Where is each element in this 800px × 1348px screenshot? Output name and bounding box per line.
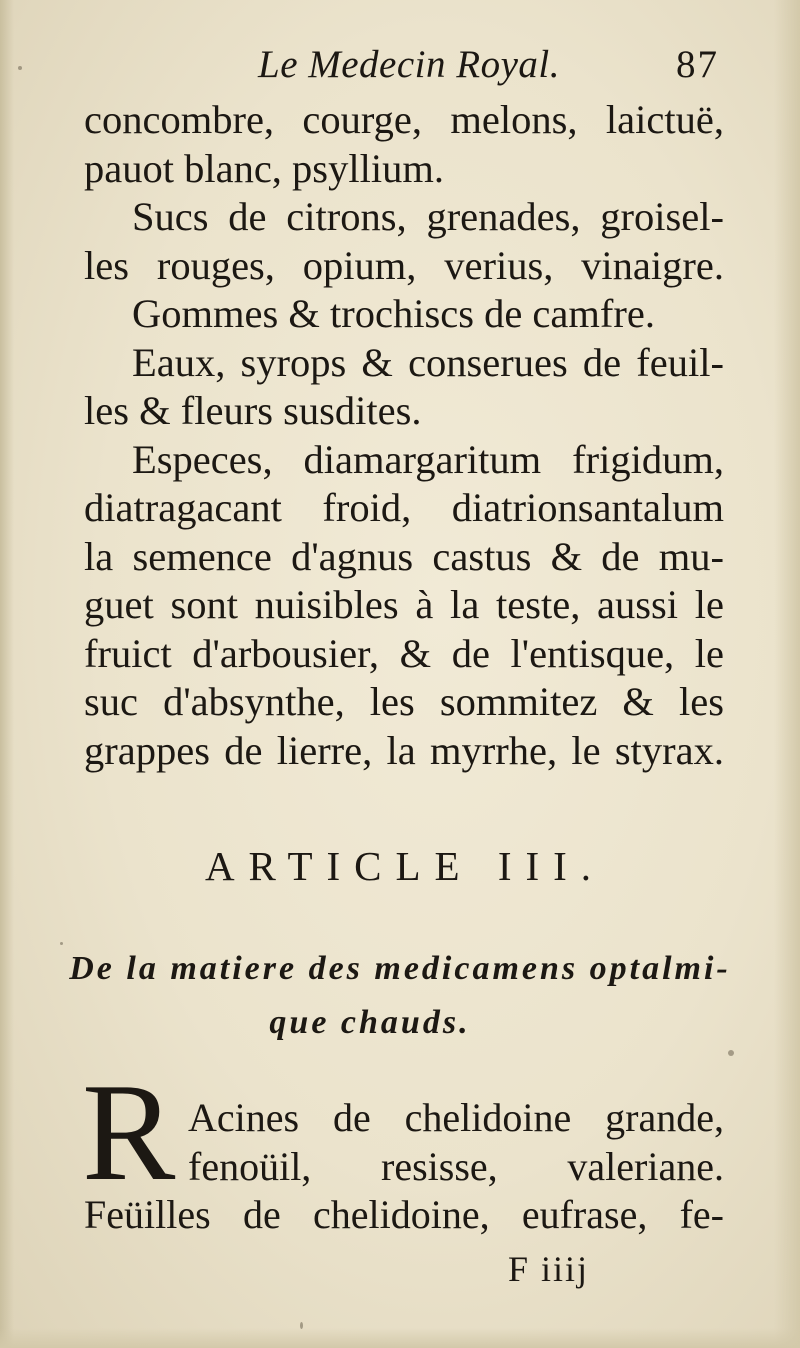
article-heading: ARTICLE III. <box>204 843 606 889</box>
text-line: Especes, diamargaritum frigidum, <box>132 436 724 482</box>
paper-speck <box>18 66 22 70</box>
paper-speck <box>60 942 63 945</box>
page-edge-shadow-bottom <box>0 1328 800 1348</box>
text-line: concombre, courge, melons, laictuë, <box>84 97 724 142</box>
text-line: fruict d'arbousier, & de l'entisque, le <box>84 630 724 676</box>
text-line: grappes de lierre, la myrrhe, le styrax. <box>84 727 724 773</box>
running-head <box>0 38 800 98</box>
paper-speck <box>300 1322 303 1329</box>
text-line: Acines de chelidoine grande, <box>188 1095 724 1140</box>
running-title: Le Medecin Royal. <box>258 43 560 86</box>
signature-mark: F iiij <box>508 1249 590 1289</box>
text-line: Gommes & trochiscs de camfre. <box>132 291 655 336</box>
page-edge-shadow-left <box>0 0 14 1348</box>
text-line: la semence d'agnus castus & de mu- <box>84 533 724 579</box>
paragraph <box>84 1094 724 1240</box>
section-subtitle <box>0 942 800 1050</box>
text-line: diatragacant froid, diatrionsantalum <box>84 485 724 530</box>
page-number: 87 <box>676 43 719 86</box>
text-line: suc d'absynthe, les sommitez & les <box>84 679 724 724</box>
page-edge-shadow-right <box>774 0 800 1348</box>
drop-cap: R <box>82 1055 176 1210</box>
subtitle-line: que chauds. <box>269 1004 471 1041</box>
text-line: les & fleurs susdites. <box>84 388 422 433</box>
subtitle-line: De la matiere des medicamens optalmi- <box>69 950 731 987</box>
text-line: Sucs de citrons, grenades, groisel- <box>132 194 724 239</box>
text-line: fenoüil, resisse, valeriane. <box>188 1143 724 1189</box>
text-line: Feüilles de chelidoine, eufrase, fe- <box>84 1192 724 1237</box>
text-line: les rouges, opium, verius, vinaigre. <box>84 242 724 288</box>
paper-speck <box>728 1050 734 1056</box>
text-line: guet sont nuisibles à la teste, aussi le <box>84 582 724 627</box>
text-line: pauot blanc, psyllium. <box>84 145 444 191</box>
text-line: Eaux, syrops & conserues de feuil- <box>132 339 724 385</box>
body-text <box>84 96 724 775</box>
